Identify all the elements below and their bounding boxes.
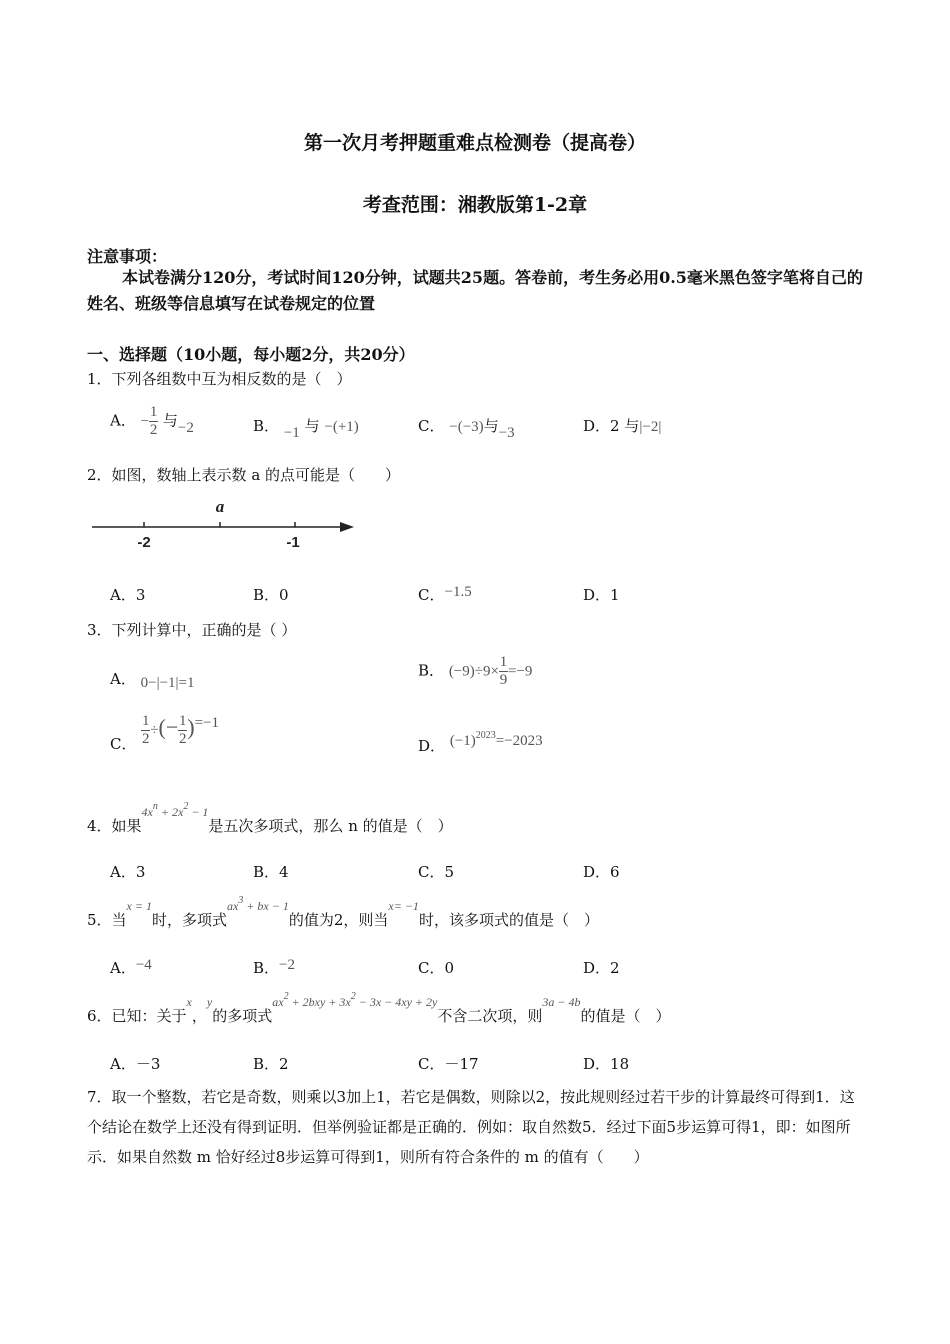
expr-exp: 2 (283, 991, 289, 1002)
q3-c-fraction-1 (141, 714, 150, 747)
option-value: 2 (279, 1055, 289, 1073)
q1-stem: 1．下列各组数中互为相反数的是（ ） (87, 370, 352, 388)
option-label: D． (583, 417, 611, 435)
denominator: 2 (178, 731, 187, 747)
q1-b-left: −1 (283, 425, 300, 441)
q5-option-d (583, 957, 620, 978)
expr-term: + 2x (157, 805, 184, 819)
q5-option-c (418, 957, 454, 978)
q1-d-right: |−2| (639, 419, 662, 435)
q6-math-x: x (186, 995, 192, 1009)
option-value: 6 (610, 863, 620, 881)
q1-option-a (110, 405, 194, 438)
q6-math-poly (272, 991, 438, 1009)
option-label: B． (253, 586, 280, 604)
q4-line (87, 800, 453, 835)
option-label: D． (418, 737, 446, 755)
q1-d-left: 2 (610, 417, 620, 435)
page-title: 第一次月考押题重难点检测卷（提高卷） (303, 132, 646, 154)
q6-option-b (253, 1053, 289, 1074)
q1-c-mid: 与 (483, 417, 499, 435)
q4-expr (141, 801, 209, 819)
q3-c-fraction-2 (178, 714, 187, 747)
q5-text: 时，该多项式的值是（ ） (418, 911, 599, 929)
option-value: 0 (279, 586, 289, 604)
q2-option-a (110, 584, 145, 605)
expr-term: ax (227, 899, 239, 913)
q6-option-d (583, 1053, 629, 1074)
q5-text: 5．当 (87, 911, 127, 929)
point-a-label: a (215, 497, 225, 516)
q3-b-fraction (499, 655, 508, 688)
q3-d-right: =−2023 (495, 733, 543, 749)
option-value: 0 (444, 959, 455, 977)
option-value: 5 (444, 863, 455, 881)
q1-a-right: −2 (177, 419, 194, 436)
q4-option-a (110, 861, 145, 882)
option-label: C． (418, 417, 445, 435)
page-subtitle: 考查范围：湘教版第1-2章 (362, 194, 588, 216)
option-label: A． (110, 586, 136, 604)
q3-d-base: (−1) (449, 733, 476, 749)
q6-text: 的值是（ ） (580, 1007, 671, 1025)
option-value: 3 (135, 863, 146, 881)
denominator: 2 (149, 422, 158, 438)
option-label: A． (110, 670, 136, 688)
q1-a-mid: 与 (162, 411, 178, 430)
q2-option-c (418, 584, 472, 605)
option-label: D． (583, 959, 611, 977)
expr-exp: n (152, 801, 158, 812)
option-label: B． (418, 661, 445, 680)
expr-term: + bx − 1 (243, 899, 289, 913)
q6-text: 的多项式 (212, 1007, 273, 1025)
q1-option-b (253, 415, 359, 441)
q4-option-d (583, 861, 620, 882)
q1-b-right: −(+1) (324, 419, 359, 435)
q5-math-poly (227, 895, 289, 913)
option-value: －3 (135, 1055, 161, 1073)
denominator: 2 (142, 731, 150, 747)
q6-text: 不含二次项，则 (437, 1007, 543, 1025)
numerator: 1 (142, 713, 150, 729)
q3-option-d (418, 730, 543, 756)
expr-term: − 1 (188, 805, 209, 819)
option-label: B． (253, 863, 280, 881)
q5-option-a (110, 957, 152, 978)
q3-b-left: (−9)÷9× (448, 663, 499, 680)
option-label: C． (418, 959, 445, 977)
denominator: 9 (499, 672, 508, 688)
q1-c-left: −(−3) (449, 419, 484, 435)
q3-c-divide: ÷ (150, 722, 159, 739)
option-value: 2 (610, 959, 620, 977)
q3-d-exponent: 2023 (475, 730, 496, 741)
numerator: 1 (149, 404, 158, 420)
q5-text: 的值为2，则当 (288, 911, 389, 929)
option-label: A． (110, 959, 136, 977)
option-label: A． (110, 863, 136, 881)
option-label: C． (110, 734, 137, 753)
option-label: C． (418, 1055, 445, 1073)
expr-exp: 2 (350, 991, 356, 1002)
q2-option-d (583, 584, 620, 605)
q3-c-right: =−1 (194, 714, 219, 731)
q6-line (87, 990, 671, 1025)
option-value: −4 (135, 957, 152, 973)
q3-c-paren-right: ) (187, 714, 195, 740)
q6-option-c (418, 1053, 479, 1074)
option-label: B． (253, 959, 280, 977)
option-label: D． (583, 1055, 611, 1073)
expr-term: ax (272, 995, 284, 1009)
q5-line (87, 894, 599, 929)
number-line (88, 495, 363, 555)
option-value: −1.5 (444, 584, 472, 600)
q1-a-minus: − (140, 413, 150, 430)
option-value: －17 (444, 1055, 479, 1073)
option-label: B． (253, 417, 280, 435)
q2-option-b (253, 584, 289, 605)
q4-prefix: 4．如果 (87, 817, 142, 835)
option-label: A． (110, 411, 136, 430)
q4-option-b (253, 861, 289, 882)
notice-body: 本试卷满分120分，考试时间120分钟，试题共25题。答卷前，考生务必用0.5毫米黑色签字笔将自己的姓名、班级等信息填写在试卷规定的位置 (87, 268, 863, 313)
q3-stem: 3．下列计算中，正确的是（ ） (87, 621, 297, 639)
option-value: 18 (610, 1055, 630, 1073)
q6-text: 6．已知：关于 (87, 1007, 187, 1025)
section-title: 一、选择题（10小题，每小题2分，共20分） (87, 345, 415, 364)
notice-heading: 注意事项： (87, 247, 168, 266)
q5-math-x2: x= −1 (388, 899, 419, 913)
expr-term: 4x (141, 805, 153, 819)
q6-math-y: y (206, 995, 213, 1009)
expr-exp: 3 (238, 895, 244, 906)
option-value: 4 (279, 863, 289, 881)
q3-option-c (110, 713, 219, 753)
q3-b-right: =−9 (507, 663, 533, 680)
q6-math-expr: 3a − 4b (542, 995, 581, 1009)
q5-text: 时，多项式 (151, 911, 227, 929)
expr-exp: 2 (183, 801, 189, 812)
q1-c-right: −3 (498, 425, 515, 441)
q4-suffix: 是五次多项式，那么 n 的值是（ ） (208, 817, 453, 835)
option-value: −2 (279, 957, 295, 973)
q6-option-a (110, 1053, 160, 1074)
q3-c-paren-left: (− (158, 714, 179, 740)
q6-text: ， (191, 1007, 207, 1025)
expr-term: − 3x − 4xy + 2y (355, 995, 438, 1009)
option-label: C． (418, 863, 445, 881)
q1-d-mid: 与 (624, 417, 640, 435)
q7-text: 7．取一个整数，若它是奇数，则乘以3加上1，若它是偶数，则除以2，按此规则经过若干步的计算最终可得到1．这个结论在数学上还没有得到证明．但举例验证都是正确的．例如：取自然数5．经过下面5步运算可得1，即：如图所示．如果自然数 m 恰好经过8步运算可得到1，则所有符合条件的 m 的值有（ ） (87, 1088, 855, 1166)
option-value: 3 (135, 586, 146, 604)
q3-option-b (418, 655, 532, 688)
option-label: A． (110, 1055, 136, 1073)
q1-a-fraction (149, 405, 158, 438)
q5-option-b (253, 957, 295, 978)
q1-b-mid: 与 (304, 417, 320, 435)
q1-option-d (583, 415, 661, 436)
option-label: D． (583, 863, 611, 881)
q5-math-x: x = 1 (126, 899, 152, 913)
q3-a-expr: 0−|−1|=1 (140, 675, 195, 691)
numerator: 1 (499, 654, 508, 670)
axis-arrow (340, 522, 354, 532)
expr-term: + 2bxy + 3x (288, 995, 351, 1009)
option-value: 1 (610, 586, 620, 604)
option-label: D． (583, 586, 611, 604)
q4-option-c (418, 861, 454, 882)
q3-option-a (110, 668, 195, 689)
q2-stem: 2．如图，数轴上表示数 a 的点可能是（ ） (87, 466, 401, 484)
tick-label-right: -1 (286, 534, 300, 551)
tick-label-left: -2 (137, 534, 151, 551)
q1-option-c (418, 415, 515, 441)
option-label: B． (253, 1055, 280, 1073)
option-label: C． (418, 586, 445, 604)
numerator: 1 (178, 713, 187, 729)
